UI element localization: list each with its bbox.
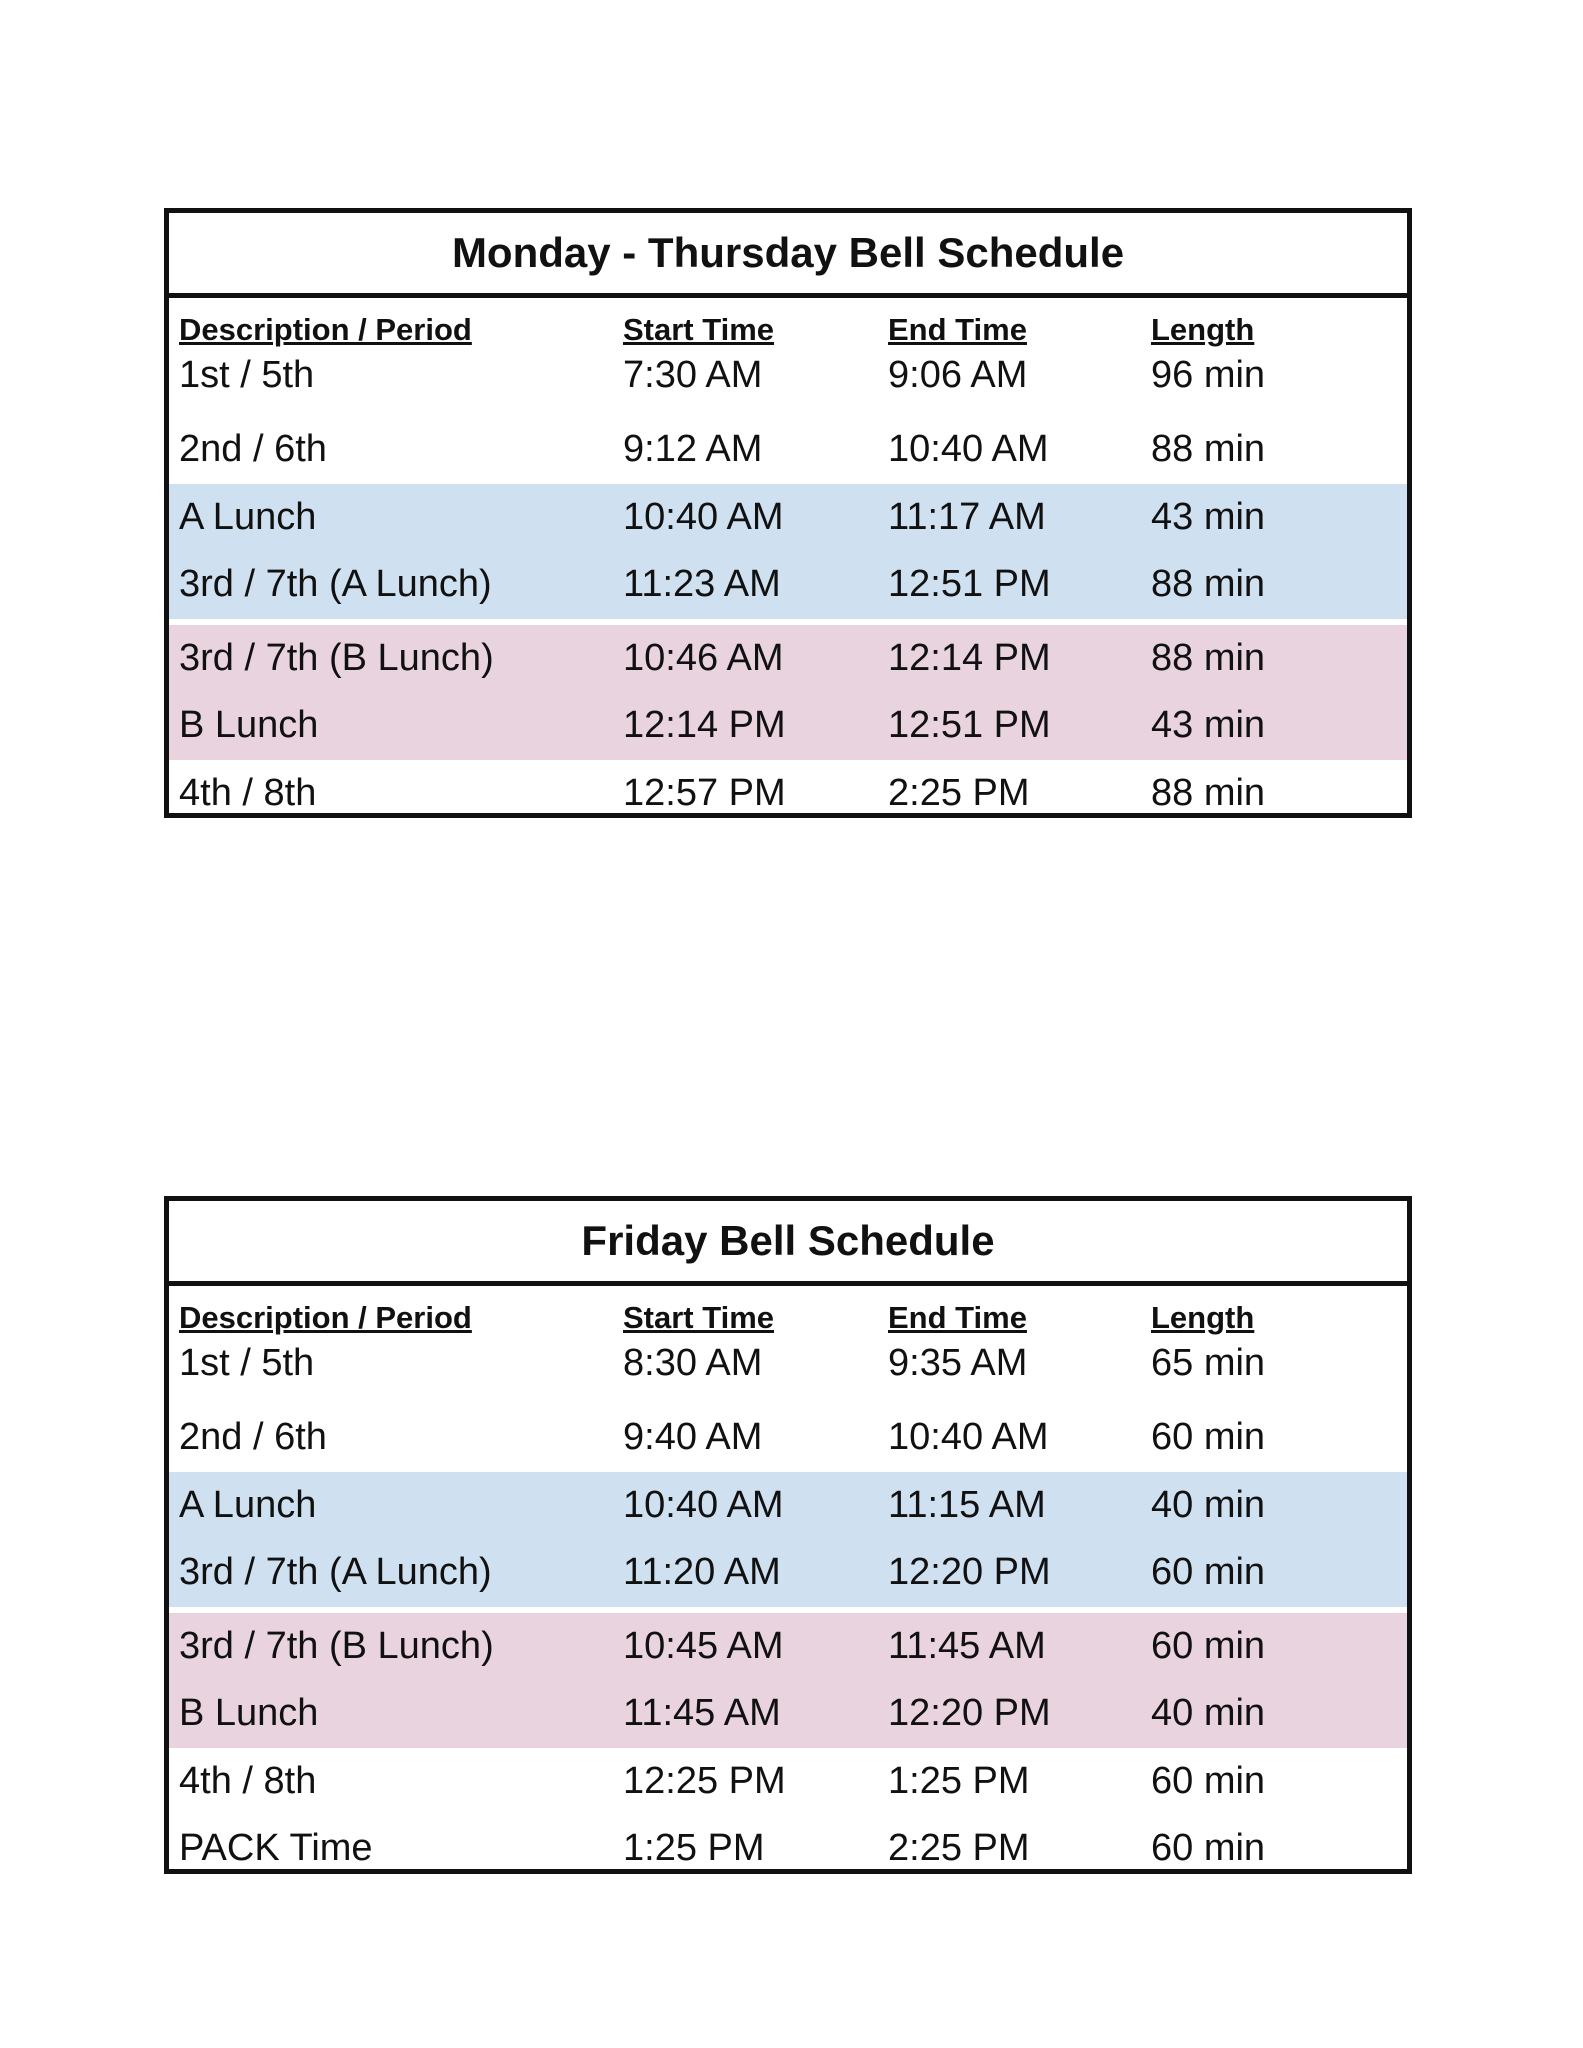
cell-description: B Lunch (169, 1680, 613, 1748)
cell-length: 60 min (1151, 1759, 1266, 1802)
column-header-start: Start Time (623, 1300, 775, 1335)
cell-end: 12:51 PM (878, 692, 1141, 760)
cell-length: 96 min (1151, 354, 1266, 396)
cell-description: 4th / 8th (179, 771, 317, 814)
cell-description: 4th / 8th (179, 1759, 317, 1802)
schedule-title: Monday - Thursday Bell Schedule (169, 213, 1407, 298)
table-row-a-lunch (169, 1472, 1407, 1540)
table-row-a-lunch (169, 1539, 1407, 1610)
cell-description: 2nd / 6th (179, 1416, 327, 1459)
cell-description: 3rd / 7th (B Lunch) (169, 622, 613, 693)
cell-description: 1st / 5th (179, 1342, 315, 1384)
cell-end: 1:25 PM (888, 1759, 1030, 1802)
schedule-monday-thursday (164, 208, 1412, 818)
cell-start: 12:14 PM (613, 692, 878, 760)
cell-length: 40 min (1141, 1680, 1407, 1748)
cell-start: 10:46 AM (613, 622, 878, 693)
cell-length: 60 min (1151, 1416, 1266, 1459)
cell-end: 9:06 AM (888, 354, 1028, 396)
cell-length: 60 min (1151, 1827, 1266, 1870)
cell-length: 60 min (1141, 1610, 1407, 1681)
table-row (169, 1404, 1407, 1472)
table-row (169, 350, 1407, 416)
cell-end: 11:15 AM (878, 1472, 1141, 1540)
column-header-description: Description / Period (179, 312, 472, 347)
table-row (169, 1815, 1407, 1883)
cell-length: 88 min (1151, 428, 1266, 471)
cell-end: 2:25 PM (888, 771, 1030, 814)
cell-start: 10:40 AM (613, 1472, 878, 1540)
cell-length: 88 min (1141, 622, 1407, 693)
cell-start: 11:45 AM (613, 1680, 878, 1748)
cell-description: 3rd / 7th (A Lunch) (169, 551, 613, 622)
cell-start: 11:23 AM (613, 551, 878, 622)
cell-end: 2:25 PM (888, 1827, 1030, 1870)
cell-length: 65 min (1151, 1342, 1266, 1384)
table-row-b-lunch (169, 1680, 1407, 1748)
table-row (169, 1748, 1407, 1816)
cell-length: 43 min (1141, 692, 1407, 760)
cell-end: 12:20 PM (878, 1539, 1141, 1610)
header-row (169, 298, 1407, 350)
cell-start: 12:25 PM (623, 1759, 786, 1802)
cell-end: 10:40 AM (888, 1416, 1049, 1459)
cell-end: 9:35 AM (888, 1342, 1028, 1384)
table-row (169, 1338, 1407, 1404)
header-row (169, 1286, 1407, 1338)
cell-length: 60 min (1141, 1539, 1407, 1610)
cell-length: 43 min (1141, 484, 1407, 552)
schedule-table (169, 1286, 1407, 1883)
cell-start: 7:30 AM (623, 354, 763, 396)
cell-description: A Lunch (169, 1472, 613, 1540)
cell-description: A Lunch (169, 484, 613, 552)
cell-end: 12:14 PM (878, 622, 1141, 693)
schedule-friday (164, 1196, 1412, 1874)
cell-end: 11:17 AM (878, 484, 1141, 552)
cell-end: 11:45 AM (878, 1610, 1141, 1681)
cell-end: 12:51 PM (878, 551, 1141, 622)
column-header-length: Length (1151, 1300, 1255, 1335)
cell-start: 9:12 AM (623, 428, 763, 471)
cell-start: 1:25 PM (623, 1827, 765, 1870)
cell-end: 10:40 AM (888, 428, 1049, 471)
column-header-start: Start Time (623, 312, 775, 347)
schedule-table (169, 298, 1407, 827)
cell-start: 10:45 AM (613, 1610, 878, 1681)
cell-end: 12:20 PM (878, 1680, 1141, 1748)
cell-description: 2nd / 6th (179, 428, 327, 471)
cell-length: 88 min (1141, 551, 1407, 622)
cell-description: 1st / 5th (179, 354, 315, 396)
table-row (169, 416, 1407, 484)
column-header-end: End Time (888, 312, 1027, 347)
cell-length: 40 min (1141, 1472, 1407, 1540)
column-header-description: Description / Period (179, 1300, 472, 1335)
cell-start: 8:30 AM (623, 1342, 763, 1384)
cell-start: 12:57 PM (623, 771, 786, 814)
table-row-a-lunch (169, 484, 1407, 552)
column-header-length: Length (1151, 312, 1255, 347)
table-row-b-lunch (169, 622, 1407, 693)
cell-description: 3rd / 7th (A Lunch) (169, 1539, 613, 1610)
cell-description: PACK Time (179, 1827, 373, 1870)
table-row (169, 760, 1407, 828)
cell-start: 10:40 AM (613, 484, 878, 552)
cell-start: 9:40 AM (623, 1416, 763, 1459)
schedule-title: Friday Bell Schedule (169, 1201, 1407, 1286)
table-row-b-lunch (169, 1610, 1407, 1681)
cell-description: B Lunch (169, 692, 613, 760)
table-row-b-lunch (169, 692, 1407, 760)
cell-length: 88 min (1151, 771, 1266, 814)
column-header-end: End Time (888, 1300, 1027, 1335)
cell-description: 3rd / 7th (B Lunch) (169, 1610, 613, 1681)
cell-start: 11:20 AM (613, 1539, 878, 1610)
table-row-a-lunch (169, 551, 1407, 622)
